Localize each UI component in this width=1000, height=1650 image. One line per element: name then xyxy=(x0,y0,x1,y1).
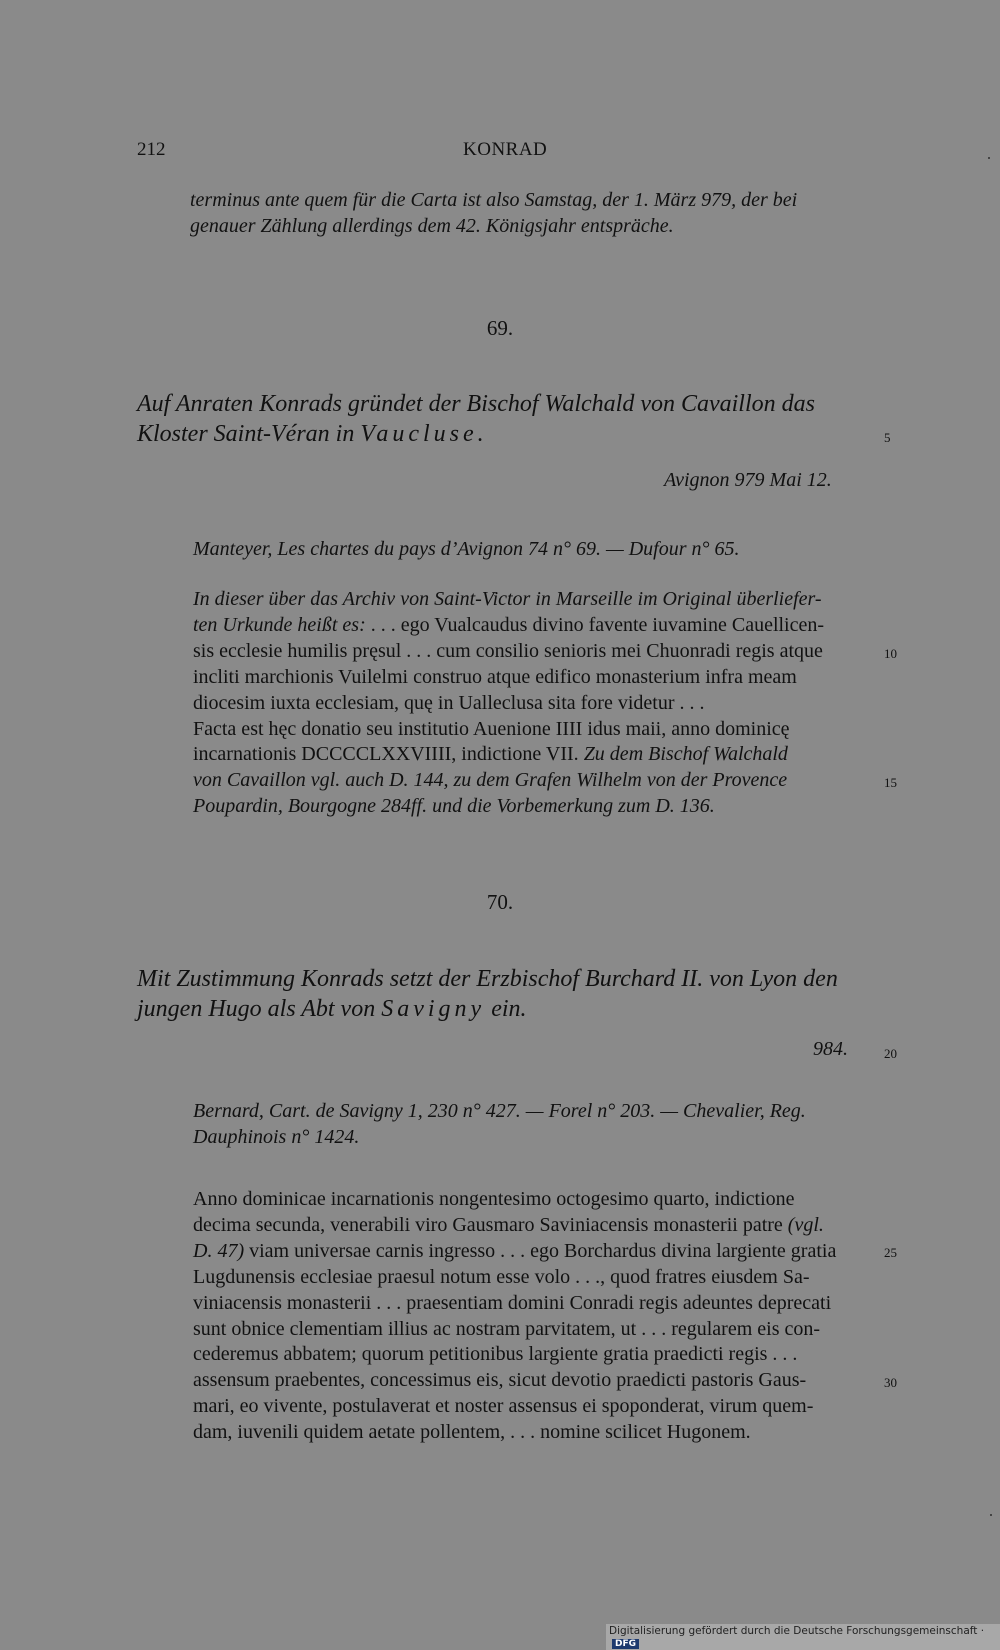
doc-70-body-line-4: Lugdunensis ecclesiae praesul notum esse volo . . ., quod fratres eiusdem Sa- xyxy=(193,1265,810,1288)
doc-70-body-line-6: sunt obnice clementiam illius ac nostram parvitatem, ut . . . regularem eis con- xyxy=(193,1317,821,1340)
digitization-credit xyxy=(606,1624,1000,1650)
doc-70-sources xyxy=(193,1098,806,1150)
intro-paragraph xyxy=(190,187,880,239)
line-number-20: 20 xyxy=(884,1046,897,1061)
doc-69-body xyxy=(193,587,878,820)
doc-70-body-line-5: viniacensis monasterii . . . praesentiam domini Conradi regis adeuntes deprecati xyxy=(193,1291,832,1314)
doc-70-body-line-7: cederemus abbatem; quorum petitionibus largiente gratia praedicti regis . . . xyxy=(193,1343,798,1366)
doc-70-body-line-1: Anno dominicae incarnationis nongentesimo octogesimo quarto, indictione xyxy=(193,1188,795,1210)
doc-69-sources: Manteyer, Les chartes du pays d’Avignon 74 n° 69. — Dufour n° 65. xyxy=(193,538,740,560)
doc-69-title-line-2: Kloster Saint-Véran in Vaucluse. xyxy=(137,421,484,447)
doc-69-body-line-6: Facta est hęc donatio seu institutio Auenione IIII idus maii, anno dominicę xyxy=(193,717,790,740)
doc-69-title-line-1: Auf Anraten Konrads gründet der Bischof Walchald von Cavaillon das xyxy=(137,391,815,417)
doc-69-body-line-7: incarnationis DCCCCLXXVIIII, indictione VII. Zu dem Bischof Walchald xyxy=(193,743,788,766)
intro-line-1: terminus ante quem für die Carta ist also Samstag, der 1. März 979, der bei xyxy=(190,189,798,211)
doc-70-body-line-2: decima secunda, venerabili viro Gausmaro Saviniacensis monasterii patre (vgl. xyxy=(193,1213,824,1236)
doc-70-body-line-8: assensum praebentes, concessimus eis, sicut devotio praedicti pastoris Gaus- xyxy=(193,1369,807,1392)
doc-70-title xyxy=(137,964,877,1024)
doc-70-body-line-3: D. 47) viam universae carnis ingresso . . . ego Borchardus divina largiente gratia xyxy=(193,1239,837,1262)
running-title: KONRAD xyxy=(463,139,548,160)
line-number-10: 10 xyxy=(884,646,897,661)
doc-70-body xyxy=(193,1187,878,1446)
doc-69-place-date: Avignon 979 Mai 12. xyxy=(664,469,832,491)
digitization-credit-text: Digitalisierung gefördert durch die Deutsche Forschungsgemeinschaft · xyxy=(609,1625,985,1637)
doc-69-body-line-2: ten Urkunde heißt es: . . . ego Vualcaudus divino favente iuvamine Cauellicen- xyxy=(193,613,825,636)
line-number-5: 5 xyxy=(884,430,891,445)
line-number-30: 30 xyxy=(884,1375,897,1390)
doc-70-body-line-9: mari, eo vivente, postulaverat et noster assensus ei spoponderat, virum quem- xyxy=(193,1395,814,1418)
doc-69-body-line-9: Poupardin, Bourgogne 284ff. und die Vorbemerkung zum D. 136. xyxy=(193,795,715,818)
doc-70-sources-line-1: Bernard, Cart. de Savigny 1, 230 n° 427. — Forel n° 203. — Chevalier, Reg. xyxy=(193,1100,806,1122)
doc-69-body-line-5: diocesim iuxta ecclesiam, quę in Ualleclusa sita fore videtur . . . xyxy=(193,691,705,714)
doc-69-body-line-8: von Cavaillon vgl. auch D. 144, zu dem Grafen Wilhelm von der Provence xyxy=(193,769,788,792)
doc-69-title xyxy=(137,389,877,449)
doc-69-body-line-3: sis ecclesie humilis pręsul . . . cum consilio senioris mei Chuonradi regis atque xyxy=(193,639,823,662)
doc-70-title-line-1: Mit Zustimmung Konrads setzt der Erzbischof Burchard II. von Lyon den xyxy=(137,966,838,992)
doc-69-body-line-1: In dieser über das Archiv von Saint-Victor in Marseille im Original überliefer- xyxy=(193,588,822,610)
doc-70-date: 984. xyxy=(813,1038,848,1060)
doc-69-number: 69. xyxy=(486,316,514,340)
doc-70-sources-line-2: Dauphinois n° 1424. xyxy=(193,1126,360,1148)
doc-70-title-line-2: jungen Hugo als Abt von Savigny ein. xyxy=(137,996,527,1022)
intro-line-2: genauer Zählung allerdings dem 42. Königsjahr entspräche. xyxy=(190,215,674,237)
scan-speck xyxy=(988,157,990,159)
line-number-15: 15 xyxy=(884,775,897,790)
page-number: 212 xyxy=(137,139,166,160)
doc-70-number: 70. xyxy=(486,890,514,914)
doc-69-body-line-4: incliti marchionis Vuilelmi construo atque edifico monasterium infra meam xyxy=(193,665,797,688)
dfg-logo: DFG xyxy=(612,1639,639,1649)
scan-speck xyxy=(990,1514,992,1516)
line-number-25: 25 xyxy=(884,1245,897,1260)
doc-70-body-line-10: dam, iuvenili quidem aetate pollentem, . . . nomine scilicet Hugonem. xyxy=(193,1421,751,1444)
